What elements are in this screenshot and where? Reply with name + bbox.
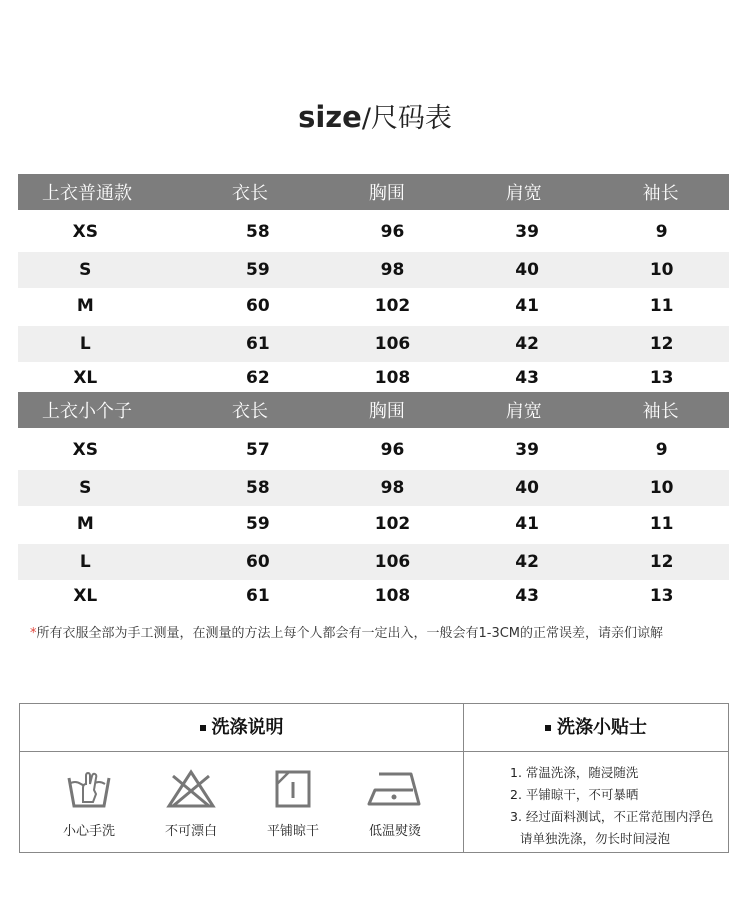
table-cell: 61	[246, 586, 270, 606]
table-cell: 96	[380, 222, 405, 242]
table-cell: 58	[246, 222, 270, 242]
table-cell: 60	[246, 296, 270, 316]
table-cell: 13	[649, 368, 674, 388]
care-instructions-box	[19, 703, 729, 853]
title-cn: /尺码表	[361, 103, 452, 134]
header-cell: 衣长	[232, 183, 269, 204]
table-row	[18, 470, 729, 506]
care-label: 平铺晾干	[266, 824, 319, 839]
care-item	[350, 768, 440, 839]
table-header	[18, 174, 729, 210]
header-cell: 肩宽	[505, 183, 542, 204]
table-cell: L	[79, 334, 91, 354]
low-iron-icon	[365, 768, 425, 810]
header-cell: 上衣小个子	[42, 401, 132, 422]
table-cell: 61	[246, 334, 270, 354]
care-label: 低温熨烫	[368, 824, 421, 839]
table-cell: 106	[374, 552, 411, 572]
table-cell: 41	[515, 514, 539, 534]
table-cell: XL	[73, 586, 98, 606]
table-cell: M	[76, 296, 94, 316]
tip-item: 1. 常温洗涤，随浸随洗	[510, 765, 639, 780]
table-cell: 10	[649, 260, 674, 280]
table-cell: 39	[515, 222, 539, 242]
size-table-regular	[18, 174, 729, 394]
table-cell: XS	[72, 222, 98, 242]
header-cell: 胸围	[368, 183, 405, 204]
table-cell: 10	[649, 478, 674, 498]
table-cell: 106	[374, 334, 411, 354]
header-cell: 衣长	[232, 401, 269, 422]
table-cell: 43	[515, 586, 539, 606]
tip-item: 2. 平铺晾干，不可暴晒	[510, 787, 639, 802]
table-cell: 60	[246, 552, 270, 572]
care-item	[248, 768, 338, 839]
care-right-title: 洗涤小贴士	[464, 704, 728, 751]
table-row	[18, 506, 729, 542]
table-cell: 57	[246, 440, 270, 460]
table-cell: 11	[649, 296, 674, 316]
header-cell: 袖长	[642, 183, 679, 204]
table-row	[18, 326, 729, 362]
table-cell: 41	[515, 296, 539, 316]
flat-dry-icon	[273, 768, 313, 810]
table-cell: 98	[380, 260, 405, 280]
care-left-title: 洗涤说明	[20, 704, 463, 751]
hand-wash-icon	[65, 768, 113, 810]
table-cell: L	[79, 552, 91, 572]
care-tips	[510, 762, 713, 850]
table-cell: 58	[246, 478, 270, 498]
table-cell: 62	[246, 368, 270, 388]
table-cell: 40	[515, 260, 539, 280]
table-cell: 108	[374, 586, 411, 606]
table-cell: 59	[246, 514, 270, 534]
table-row	[18, 544, 729, 580]
table-cell: 42	[515, 552, 539, 572]
table-cell: XS	[72, 440, 98, 460]
header-cell: 上衣普通款	[42, 183, 132, 204]
table-cell: 12	[649, 552, 674, 572]
table-row	[18, 252, 729, 288]
table-cell: 12	[649, 334, 674, 354]
bullet-icon	[200, 725, 206, 731]
table-cell: 39	[515, 440, 539, 460]
table-cell: 9	[655, 440, 668, 460]
table-header	[18, 392, 729, 428]
table-row	[18, 214, 729, 250]
table-row	[18, 288, 729, 324]
table-cell: 40	[515, 478, 539, 498]
table-cell: 108	[374, 368, 411, 388]
table-cell: 98	[380, 478, 405, 498]
care-label: 不可漂白	[164, 824, 217, 839]
measurement-note	[30, 622, 730, 641]
note-text: 所有衣服全部为手工测量，在测量的方法上每个人都会有一定出入，一般会有1-3CM的正常误差，请亲们谅解	[36, 626, 664, 641]
page-title	[0, 96, 750, 135]
table-cell: 42	[515, 334, 539, 354]
table-cell: 102	[374, 514, 411, 534]
table-cell: 13	[649, 586, 674, 606]
title-en: size	[298, 100, 362, 134]
table-cell: 96	[380, 440, 405, 460]
table-cell: 102	[374, 296, 411, 316]
table-cell: S	[79, 260, 92, 280]
header-cell: 肩宽	[505, 401, 542, 422]
care-item	[146, 768, 236, 839]
table-cell: 59	[246, 260, 270, 280]
care-label: 小心手洗	[62, 824, 115, 839]
bullet-icon	[545, 725, 551, 731]
table-cell: XL	[73, 368, 98, 388]
note-star: *	[30, 626, 37, 641]
table-cell: S	[79, 478, 92, 498]
table-row	[18, 362, 729, 394]
table-cell: 43	[515, 368, 539, 388]
no-bleach-icon	[165, 768, 217, 810]
header-cell: 胸围	[368, 401, 405, 422]
size-table-petite	[18, 392, 729, 612]
table-row	[18, 580, 729, 612]
table-cell: 11	[649, 514, 674, 534]
care-item	[44, 768, 134, 839]
table-cell: M	[76, 514, 94, 534]
header-cell: 袖长	[642, 401, 679, 422]
table-row	[18, 432, 729, 468]
table-cell: 9	[655, 222, 668, 242]
tip-item: 请单独洗涤，勿长时间浸泡	[520, 831, 671, 846]
tip-item: 3. 经过面料测试，不正常范围内浮色	[510, 809, 714, 824]
